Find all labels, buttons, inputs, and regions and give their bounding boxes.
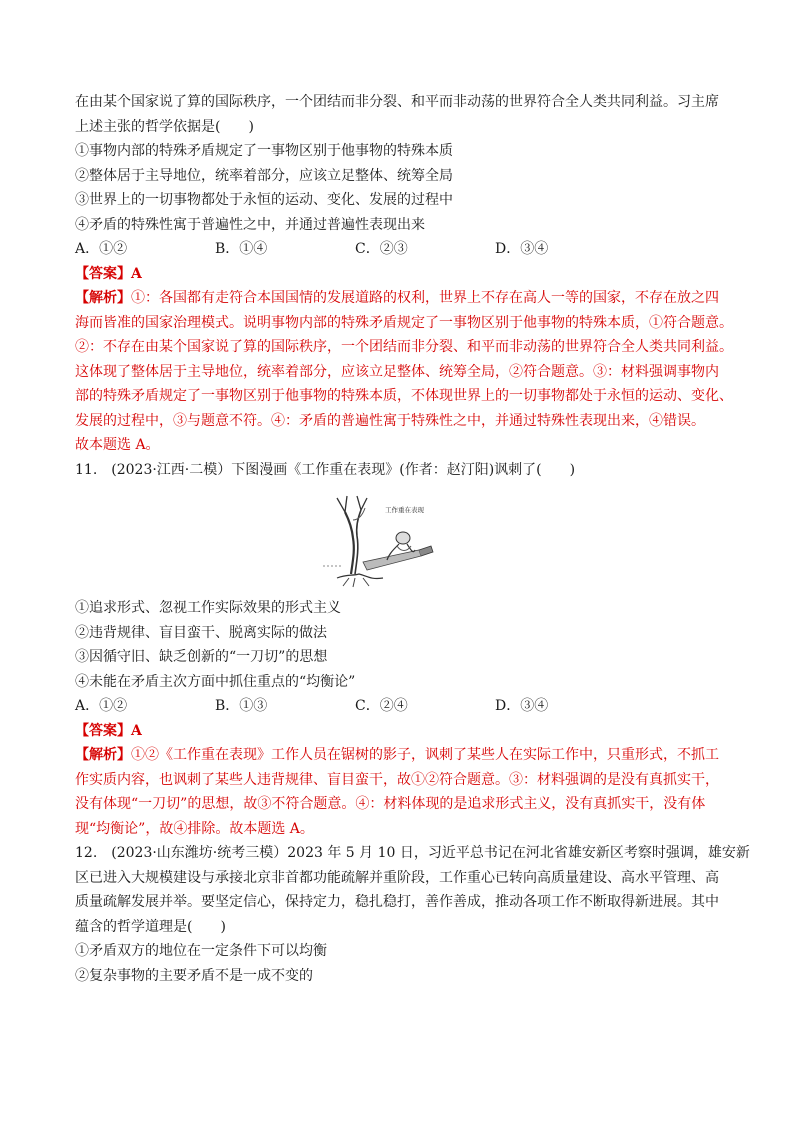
cartoon-caption: 工作重在表现 (385, 506, 424, 514)
q10-option-c: C．②③ (355, 241, 408, 257)
q11-choices (75, 596, 735, 694)
analysis-line: 海而皆准的国家治理模式。说明事物内部的特殊矛盾规定了一事物区别于他事物的特殊本质，①符合题意。 (75, 314, 733, 331)
q12-stem-line: 质量疏解发展并举。要坚定信心，保持定力，稳扎稳打，善作善成，推动各项工作不断取得新进展。其中 (75, 894, 719, 910)
q10-option-d: D．③④ (495, 241, 549, 257)
q11-option-c: C．②④ (355, 698, 408, 714)
q12-stem-line: 区已进入大规模建设与承接北京非首都功能疏解并重阶段，工作重心已转向高质量建设、高水平管理、高 (75, 869, 719, 886)
answer-tag: 【答案】 (75, 722, 131, 739)
answer-tag: 【答案】 (75, 265, 131, 282)
q12-stem (75, 841, 750, 939)
cartoon-image (323, 490, 453, 588)
cartoon-drawing (323, 490, 453, 588)
answer-value: A (131, 265, 142, 282)
q10-choices (75, 139, 735, 237)
analysis-tag: 【解析】 (75, 290, 131, 306)
q11-choice: ①追求形式、忽视工作实际效果的形式主义 (75, 600, 341, 616)
q12-choice: ①矛盾双方的地位在一定条件下可以均衡 (75, 943, 327, 959)
q11-choice: ③因循守旧、缺乏创新的“一刀切”的思想 (75, 649, 328, 665)
analysis-line: ②：不存在由某个国家说了算的国际秩序，一个团结而非分裂、和平而非动荡的世界符合全人类共同利益。 (75, 339, 733, 355)
q12-choices (75, 939, 735, 988)
q10-choice: ①事物内部的特殊矛盾规定了一事物区别于他事物的特殊本质 (75, 143, 453, 159)
q11-choice: ②违背规律、盲目蛮干、脱离实际的做法 (75, 624, 327, 641)
analysis-line: 作实质内容，也讽刺了某些人违背规律、盲目蛮干，故①②符合题意。③：材料强调的是没有真抓实干， (75, 771, 719, 788)
q10-option-b: B．①④ (215, 241, 268, 257)
q10-analysis (75, 286, 735, 458)
q11-option-b: B．①③ (215, 698, 268, 714)
analysis-line: 现“均衡论”，故④排除。故本题选 A。 (75, 820, 314, 837)
q12-stem-line: 12. (2023·山东潍坊·统考三模）2023 年 5 月 10 日，习近平总书记在河北省雄安新区考察时强调，雄安新 (75, 845, 750, 861)
q12-stem-line: 蕴含的哲学道理是( ) (75, 918, 226, 935)
analysis-line: ①：各国都有走符合本国国情的发展道路的权利，世界上不存在高人一等的国家，不存在放之四 (131, 290, 719, 306)
q10-choice: ②整体居于主导地位，统率着部分，应该立足整体、统筹全局 (75, 167, 453, 184)
q11-analysis (75, 743, 735, 841)
q11-options (75, 694, 735, 719)
analysis-line: 故本题选 A。 (75, 437, 160, 453)
q10-stem (75, 90, 735, 139)
q10-stem-line: 上述主张的哲学依据是( ) (75, 118, 254, 135)
analysis-line: 这体现了整体居于主导地位，统率着部分，应该立足整体、统筹全局，②符合题意。③：材料强调事物内 (75, 363, 719, 380)
analysis-line: 没有体现“一刀切”的思想，故③不符合题意。④：材料体现的是追求形式主义，没有真抓实干，没有体 (75, 796, 706, 812)
analysis-line: 部的特殊矛盾规定了一事物区别于他事物的特殊本质，不体现世界上的一切事物都处于永恒的运动、变化、 (75, 388, 733, 404)
q10-choice: ③世界上的一切事物都处于永恒的运动、变化、发展的过程中 (75, 192, 453, 208)
analysis-line: ①②《工作重在表现》工作人员在锯树的影子，讽刺了某些人在实际工作中，只重形式，不抓工 (131, 747, 719, 763)
analysis-line: 发展的过程中，③与题意不符。④：矛盾的普遍性寓于特殊性之中，并通过特殊性表现出来，④错误。 (75, 412, 705, 429)
q11-stem: 11. (2023·江西·二模）下图漫画《工作重在表现》(作者：赵汀阳)讽刺了( ) (75, 461, 576, 478)
q10-stem-line: 在由某个国家说了算的国际秩序，一个团结而非分裂、和平而非动荡的世界符合全人类共同利益。习主席 (75, 94, 719, 110)
document-page (75, 90, 750, 988)
q12-choice: ②复杂事物的主要矛盾不是一成不变的 (75, 967, 313, 984)
q11-option-a: A．①② (75, 698, 128, 714)
q10-options (75, 237, 735, 262)
q10-choice: ④矛盾的特殊性寓于普遍性之中，并通过普遍性表现出来 (75, 216, 425, 233)
q11-choice: ④未能在矛盾主次方面中抓住重点的“均衡论” (75, 673, 356, 690)
q11-answer (75, 719, 735, 744)
q10-answer (75, 262, 735, 287)
answer-value: A (131, 722, 142, 739)
q10-option-a: A．①② (75, 241, 128, 257)
analysis-tag: 【解析】 (75, 747, 131, 763)
q11-option-d: D．③④ (495, 698, 549, 714)
